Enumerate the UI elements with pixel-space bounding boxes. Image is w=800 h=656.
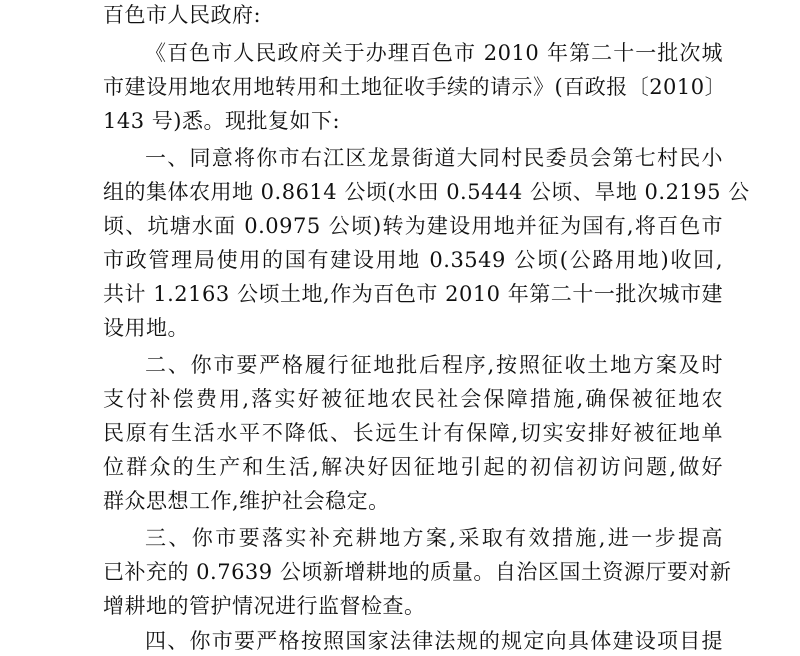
paragraph-line: 已补充的 0.7639 公顷新增耕地的质量。自治区国土资源厅要对新 (103, 560, 732, 584)
paragraph-line: 一、同意将你市右江区龙景街道大同村民委员会第七村民小 (145, 146, 723, 170)
paragraph-line: 支付补偿费用,落实好被征地农民社会保障措施,确保被征地农 (103, 387, 723, 411)
paragraph-line: 群众思想工作,维护社会稳定。 (103, 489, 390, 513)
paragraph-line: 市政管理局使用的国有建设用地 0.3549 公顷(公路用地)收回, (103, 248, 723, 272)
paragraph-line: 三、你市要落实补充耕地方案,采取有效措施,进一步提高 (145, 526, 723, 550)
paragraph-line: 《百色市人民政府关于办理百色市 2010 年第二十一批次城 (145, 41, 723, 65)
paragraph-line: 143 号)悉。现批复如下: (103, 109, 341, 133)
paragraph-line: 市建设用地农用地转用和土地征收手续的请示》(百政报〔2010〕 (103, 75, 727, 99)
paragraph-line: 位群众的生产和生活,解决好因征地引起的初信初访问题,做好 (103, 455, 723, 479)
paragraph-line: 增耕地的管护情况进行监督检查。 (103, 594, 426, 618)
paragraph-line: 顷、坑塘水面 0.0975 公顷)转为建设用地并征为国有,将百色市 (103, 214, 723, 238)
paragraph-line: 二、你市要严格履行征地批后程序,按照征收土地方案及时 (145, 353, 723, 377)
paragraph-line: 四、你市要严格按照国家法律法规的规定向具体建设项目提 (145, 629, 723, 653)
paragraph-line: 民原有生活水平不降低、长远生计有保障,切实安排好被征地单 (103, 421, 723, 445)
paragraph-line: 设用地。 (103, 316, 189, 340)
addressee-line: 百色市人民政府: (103, 3, 262, 27)
paragraph-line: 共计 1.2163 公顷土地,作为百色市 2010 年第二十一批次城市建 (103, 282, 723, 306)
paragraph-line: 组的集体农用地 0.8614 公顷(水田 0.5444 公顷、旱地 0.2195 公 (103, 180, 750, 204)
